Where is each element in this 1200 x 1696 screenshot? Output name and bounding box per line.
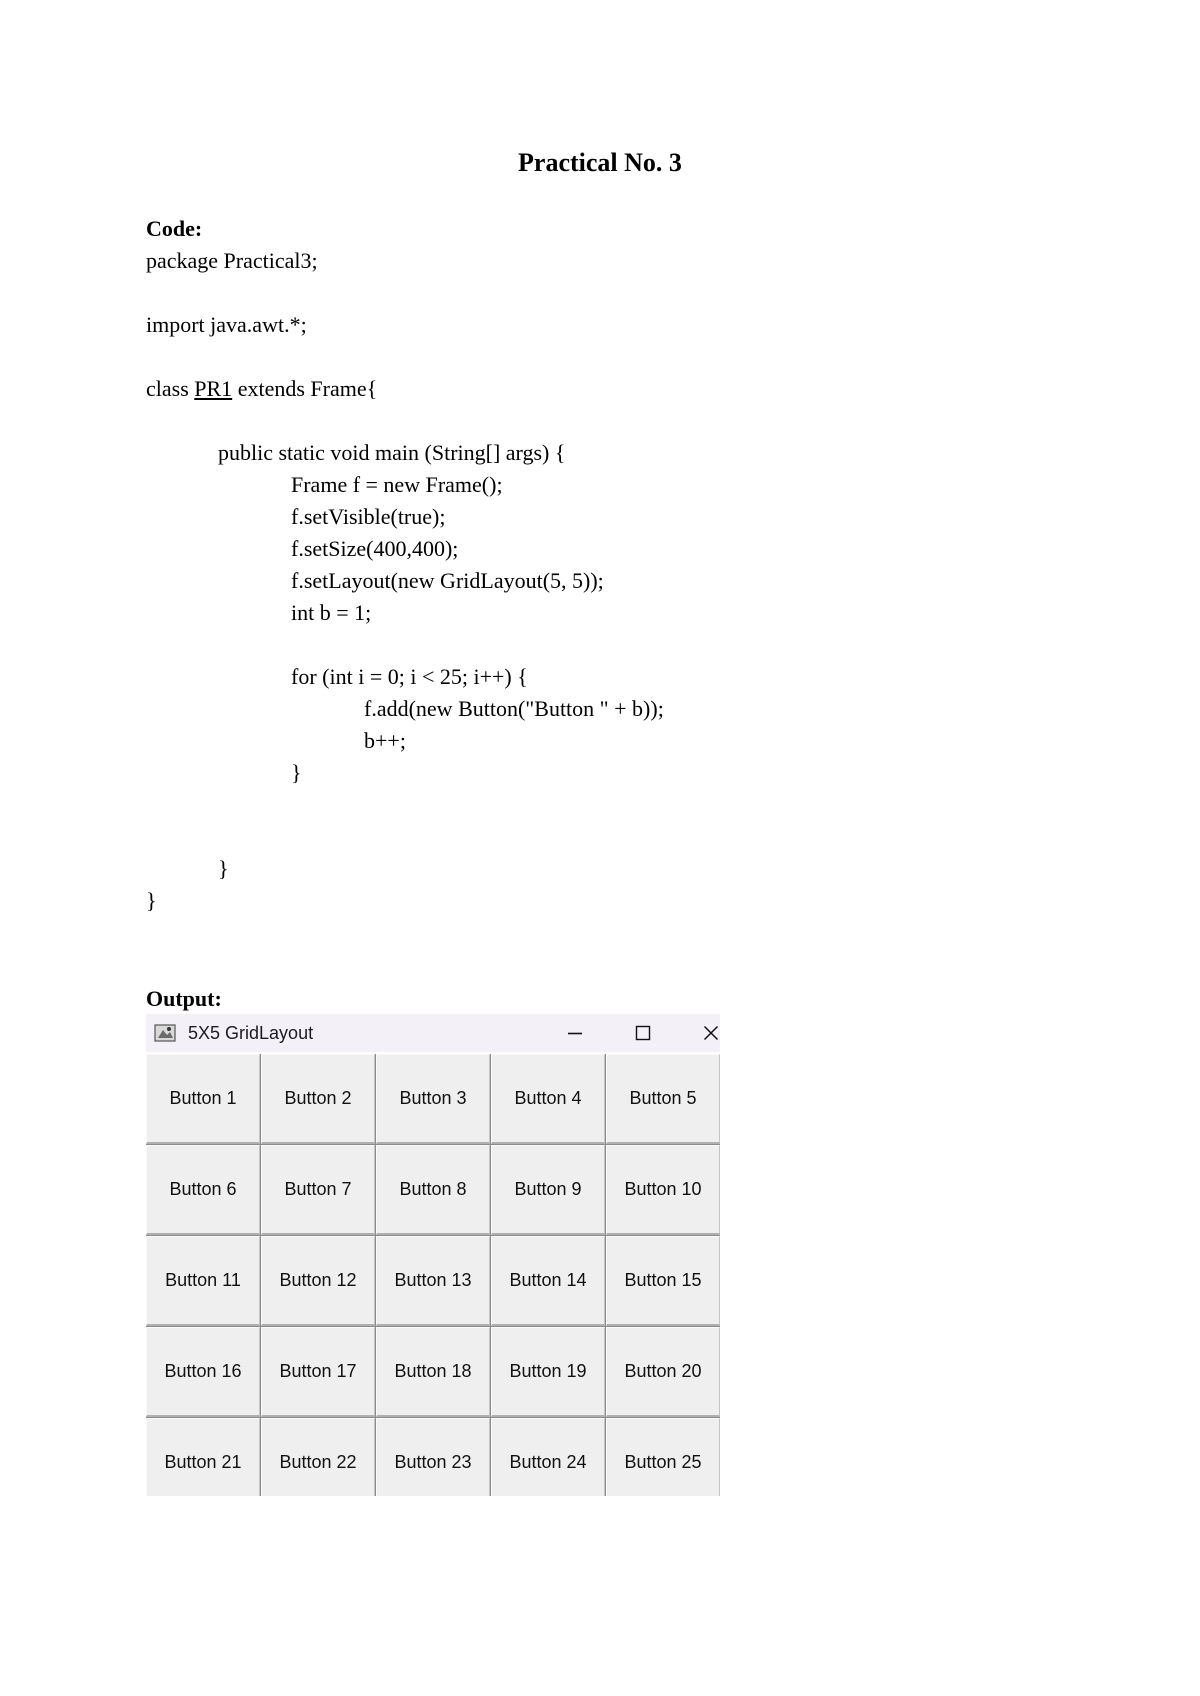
code-keyword: class [146,376,195,401]
grid-button[interactable]: Button 10 [606,1145,720,1235]
grid-button[interactable]: Button 15 [606,1236,720,1326]
grid-button[interactable]: Button 6 [146,1145,260,1235]
maximize-icon [635,1025,651,1041]
code-text: extends Frame{ [232,376,378,401]
button-grid [146,1054,720,1496]
grid-button[interactable]: Button 20 [606,1327,720,1417]
code-line: Frame f = new Frame(); [291,472,503,497]
grid-button[interactable]: Button 3 [376,1054,490,1144]
code-line: import java.awt.*; [146,312,307,337]
code-line: } [218,856,229,881]
code-line: for (int i = 0; i < 25; i++) { [291,664,528,689]
grid-button[interactable]: Button 11 [146,1236,260,1326]
grid-button[interactable]: Button 25 [606,1418,720,1496]
code-line [146,376,377,402]
grid-button[interactable]: Button 13 [376,1236,490,1326]
java-app-icon [154,1023,176,1043]
code-line: f.add(new Button("Button " + b)); [364,696,664,721]
grid-button[interactable]: Button 4 [491,1054,605,1144]
grid-button[interactable]: Button 24 [491,1418,605,1496]
code-line: f.setSize(400,400); [291,536,459,561]
grid-button[interactable]: Button 12 [261,1236,375,1326]
grid-button[interactable]: Button 19 [491,1327,605,1417]
grid-button[interactable]: Button 2 [261,1054,375,1144]
code-heading: Code: [146,216,203,241]
close-button[interactable] [688,1014,720,1052]
grid-button[interactable]: Button 5 [606,1054,720,1144]
code-line: } [146,888,157,913]
close-icon [703,1025,719,1041]
output-heading: Output: [146,986,222,1011]
maximize-button[interactable] [620,1014,666,1052]
grid-button[interactable]: Button 22 [261,1418,375,1496]
window-title: 5X5 GridLayout [188,1023,314,1043]
code-line: int b = 1; [291,600,372,625]
grid-button[interactable]: Button 18 [376,1327,490,1417]
code-line: f.setLayout(new GridLayout(5, 5)); [291,568,604,593]
window-titlebar[interactable] [146,1014,720,1052]
minimize-icon [567,1025,583,1041]
code-line: b++; [364,728,406,753]
grid-button[interactable]: Button 14 [491,1236,605,1326]
grid-button[interactable]: Button 8 [376,1145,490,1235]
code-line: package Practical3; [146,248,318,273]
grid-button[interactable]: Button 17 [261,1327,375,1417]
java-frame-window [146,1014,720,1496]
page-title: Practical No. 3 [518,148,682,177]
grid-button[interactable]: Button 21 [146,1418,260,1496]
code-line: } [291,760,302,785]
grid-button[interactable]: Button 16 [146,1327,260,1417]
grid-button[interactable]: Button 7 [261,1145,375,1235]
grid-button[interactable]: Button 9 [491,1145,605,1235]
code-line: f.setVisible(true); [291,504,446,529]
grid-button[interactable]: Button 1 [146,1054,260,1144]
code-line: public static void main (String[] args) { [218,440,566,465]
class-name: PR1 [194,376,233,401]
minimize-button[interactable] [552,1014,598,1052]
grid-button[interactable]: Button 23 [376,1418,490,1496]
